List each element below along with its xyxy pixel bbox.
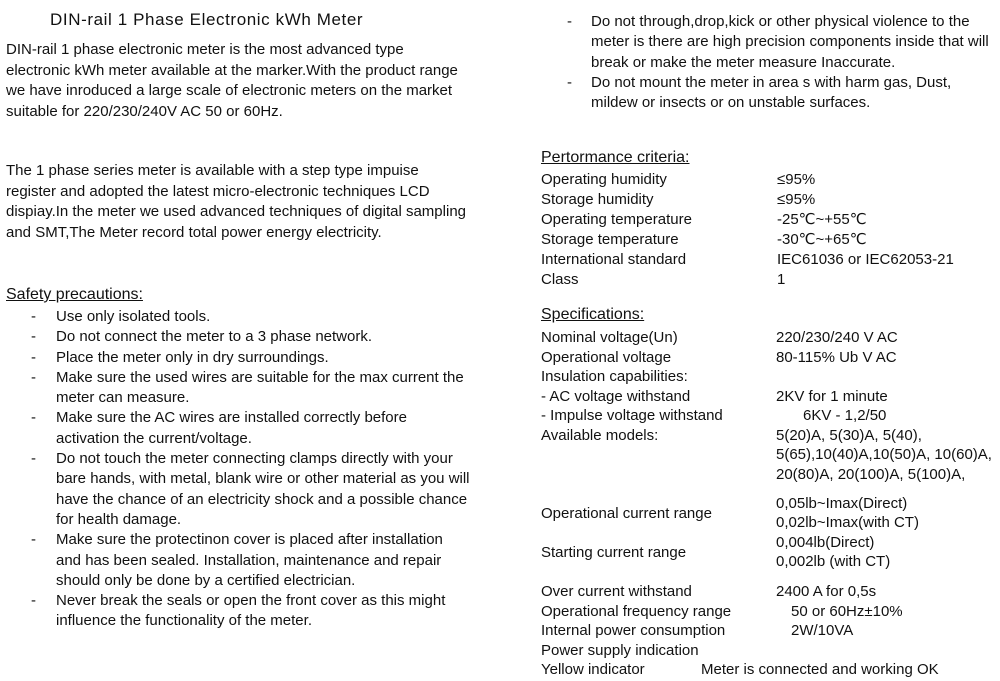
- bullet-dash: -: [31, 409, 36, 427]
- list-item: - Do not through,drop,kick or other physical violence to the meter is there are high precision components inside that will break or make the meter measure Inaccurate.: [567, 13, 989, 71]
- list-item: - Make sure the protectinon cover is placed after installation and has been sealed. Installation, maintenance and repair should only be done by a certified electrician.: [31, 531, 443, 589]
- list-item: - Make sure the AC wires are installed correctly before activation the current/voltage.: [31, 409, 407, 447]
- row-label: Internal power consumption: [541, 622, 726, 640]
- row-value: 1: [777, 271, 786, 288]
- row-label: Operational frequency range: [541, 602, 732, 620]
- table-row: [541, 348, 1000, 368]
- list-item: - Do not mount the meter in area s with harm gas, Dust, mildew or insects or on unstable surfaces.: [567, 73, 952, 112]
- table-row: [541, 387, 1000, 407]
- row-label: Nominal voltage(Un): [541, 329, 678, 346]
- performance-heading: Pertormance criteria:: [541, 149, 690, 166]
- row-label: Operational current range: [541, 504, 712, 522]
- table-row: [541, 170, 1000, 190]
- row-value: ≤95%: [777, 191, 816, 208]
- row-value: 0,02lb~Imax(with CT): [776, 513, 919, 531]
- safety-heading: Safety precautions:: [6, 286, 143, 303]
- table-row: [541, 250, 1000, 270]
- table-row: [541, 270, 1000, 290]
- row-label: Starting current range: [541, 543, 687, 561]
- list-item: - Use only isolated tools.: [6, 307, 471, 327]
- bullet-dash: -: [31, 328, 36, 346]
- row-label: Yellow indicator: [541, 661, 645, 679]
- row-value: 0,05lb~Imax(Direct): [776, 494, 908, 512]
- specifications-table: [541, 328, 1000, 680]
- row-value: 2W/10VA: [791, 622, 854, 640]
- row-label: Storage humidity: [541, 191, 654, 208]
- bullet-dash: -: [31, 450, 36, 468]
- table-row: [541, 621, 1000, 641]
- intro-paragraph-1: DIN-rail 1 phase electronic meter is the most advanced type electronic kWh meter available at the marker.With the product range we have inroduced a large scale of electronic meters on the market suitable for 220/230/240V AC 50 or 60Hz.: [6, 41, 458, 120]
- row-value: 220/230/240 V AC: [776, 329, 898, 346]
- row-value: ≤95%: [777, 171, 816, 188]
- table-row: [541, 190, 1000, 210]
- row-label: Operational voltage: [541, 348, 672, 366]
- document-title: DIN-rail 1 Phase Electronic kWh Meter: [50, 10, 364, 29]
- row-label: Insulation capabilities:: [541, 368, 688, 386]
- row-label: Over current withstand: [541, 582, 692, 600]
- row-value: 50 or 60Hz±10%: [791, 602, 903, 620]
- table-row: [541, 230, 1000, 250]
- bullet-dash: -: [31, 531, 36, 549]
- list-item: - Never break the seals or open the front cover as this might influence the functionality of the meter.: [31, 592, 446, 630]
- row-value: 6KV - 1,2/50: [803, 407, 887, 425]
- row-value: 2KV for 1 minute: [776, 387, 888, 405]
- row-value: 2400 A for 0,5s: [776, 582, 877, 600]
- list-item: - Do not touch the meter connecting clamps directly with your bare hands, with metal, blank wire or other material as you will have the chance of an electricity shock and a possible chance for health damage.: [31, 450, 470, 528]
- bullet-dash: -: [567, 13, 572, 30]
- table-row: [541, 494, 1000, 543]
- row-label: Operating humidity: [541, 171, 667, 188]
- row-value: 0,004lb(Direct): [776, 533, 875, 551]
- table-row: [541, 210, 1000, 230]
- list-item: - Do not connect the meter to a 3 phase network.: [6, 327, 471, 347]
- specifications-heading: Specifications:: [541, 306, 645, 323]
- performance-table: [541, 170, 1000, 290]
- row-label: Operating temperature: [541, 211, 692, 228]
- row-value: Meter is connected and working OK: [701, 661, 939, 679]
- row-value: -25℃~+55℃: [777, 211, 867, 228]
- safety-list-continued: [541, 12, 1000, 113]
- bullet-dash: -: [567, 73, 572, 91]
- intro-paragraph-2: The 1 phase series meter is available with a step type impuise register and adopted the latest micro-electronic techniques LCD dispiay.In the meter we used advanced techniques of digital sampling and SMT,The Meter record total power energy electricity.: [6, 162, 466, 241]
- table-row: [541, 641, 1000, 661]
- table-row: [541, 367, 1000, 387]
- table-row: [541, 406, 1000, 426]
- list-item: - Place the meter only in dry surroundings.: [6, 348, 471, 368]
- safety-list: [6, 307, 471, 632]
- row-label: - Impulse voltage withstand: [541, 407, 723, 425]
- bullet-dash: -: [31, 308, 36, 325]
- table-row: [541, 660, 1000, 680]
- row-label: International standard: [541, 251, 687, 268]
- row-value: -30℃~+65℃: [777, 231, 867, 248]
- row-label: Storage temperature: [541, 231, 679, 248]
- row-value: 5(20)A, 5(30)A, 5(40), 5(65),10(40)A,10(50)A, 10(60)A, 20(80)A, 20(100)A, 5(100)A,: [776, 426, 992, 483]
- row-value: IEC61036 or IEC62053-21: [777, 251, 954, 268]
- bullet-dash: -: [31, 368, 36, 386]
- table-row: [541, 602, 1000, 622]
- row-value: 80-115% Ub V AC: [776, 348, 897, 366]
- row-value: 0,002lb (with CT): [776, 552, 891, 570]
- table-row: [541, 426, 1000, 504]
- bullet-dash: -: [31, 348, 36, 366]
- list-item: - Make sure the used wires are suitable for the max current the meter can measure.: [31, 368, 464, 407]
- row-label: - AC voltage withstand: [541, 387, 691, 405]
- table-row: [541, 533, 1000, 582]
- row-label: Available models:: [541, 426, 659, 444]
- bullet-dash: -: [31, 592, 36, 610]
- table-row: [541, 582, 1000, 602]
- row-label: Class: [541, 271, 579, 288]
- table-row: [541, 328, 1000, 348]
- row-label: Power supply indication: [541, 641, 699, 659]
